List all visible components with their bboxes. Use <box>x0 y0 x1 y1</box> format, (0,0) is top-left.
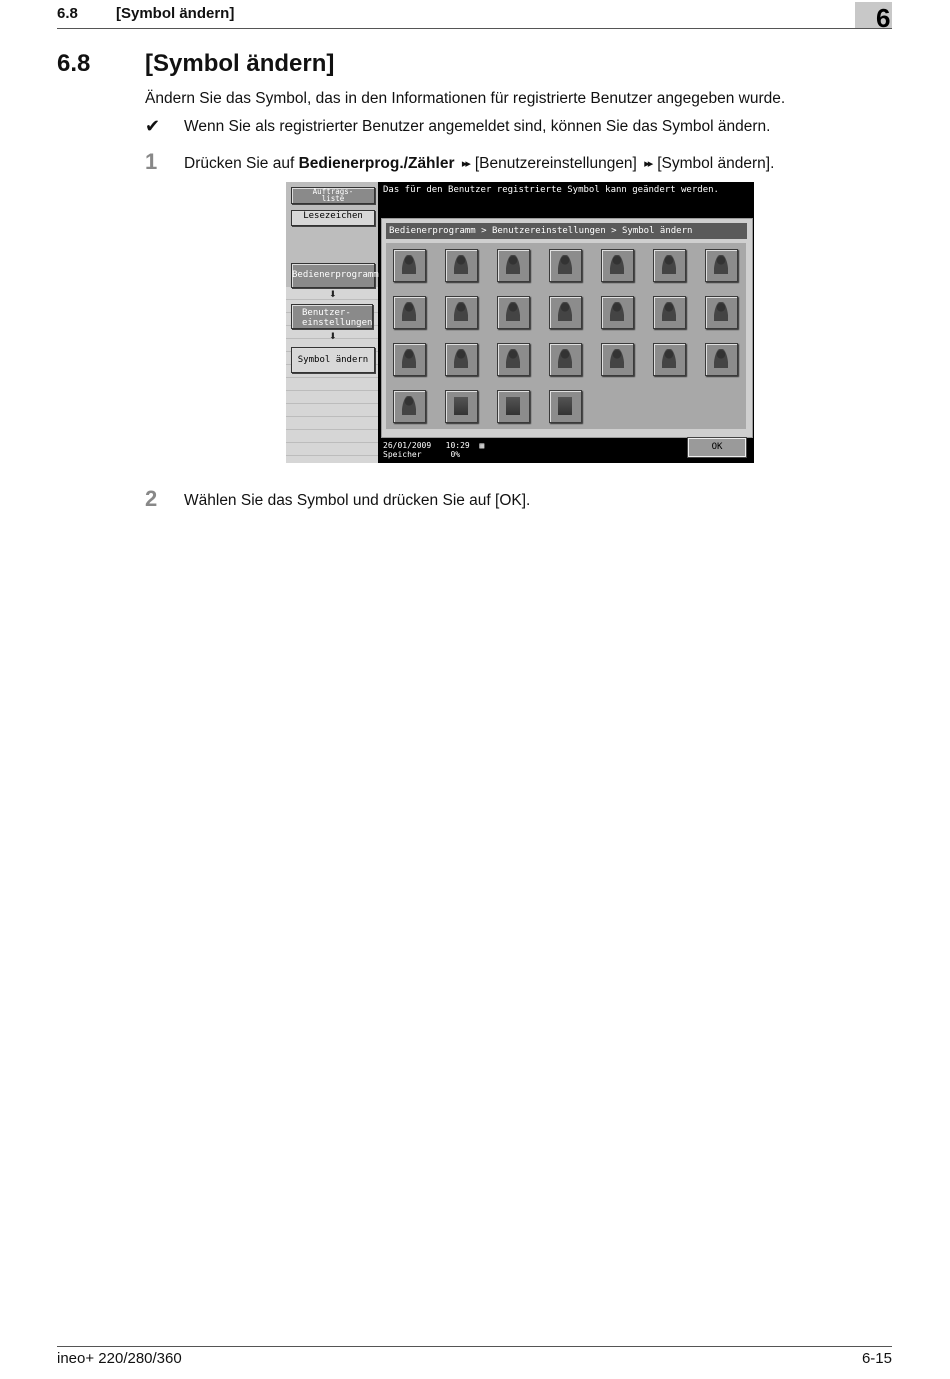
step-1-bold: Bedienerprog./Zähler <box>298 155 455 172</box>
group-icon[interactable] <box>601 343 634 376</box>
step-2-number: 2 <box>145 486 158 511</box>
section-number: 6.8 <box>57 50 91 77</box>
person-icon[interactable] <box>549 249 582 282</box>
building-icon[interactable] <box>549 390 582 423</box>
person-icon[interactable] <box>653 249 686 282</box>
footer-rule <box>57 1346 892 1347</box>
group-icon[interactable] <box>445 343 478 376</box>
control-panel-screenshot <box>286 182 754 463</box>
job-list-button[interactable]: Auftrags- liste <box>291 187 375 204</box>
panel-breadcrumb: Bedienerprogramm > Benutzereinstellungen > Symbol ändern <box>386 223 747 239</box>
group-icon[interactable] <box>497 343 530 376</box>
header-rule <box>57 28 892 29</box>
checkmark-icon: ✔ <box>145 116 161 136</box>
ok-button[interactable]: OK <box>688 438 746 457</box>
user-settings-button[interactable]: Benutzer- einstellungen <box>291 304 373 329</box>
status-time: 10:29 <box>445 441 470 450</box>
group-icon[interactable] <box>393 390 426 423</box>
prerequisite-text: Wenn Sie als registrierter Benutzer angemeldet sind, können Sie das Symbol ändern. <box>184 118 771 135</box>
person-icon[interactable] <box>705 249 738 282</box>
running-header-title: [Symbol ändern] <box>116 5 235 22</box>
group-icon[interactable] <box>393 343 426 376</box>
group-icon[interactable] <box>705 296 738 329</box>
status-memory-value: 0% <box>450 450 461 459</box>
intro-text: Ändern Sie das Symbol, das in den Informationen für registrierte Benutzer angegeben wurde. <box>145 90 786 107</box>
change-icon-button[interactable]: Symbol ändern <box>291 347 375 373</box>
double-arrow-icon: ▸▸ <box>461 158 469 170</box>
chapter-number: 6 <box>876 3 891 33</box>
status-memory-label: Speicher <box>383 450 422 459</box>
section-title: [Symbol ändern] <box>145 50 335 77</box>
person-icon[interactable] <box>601 249 634 282</box>
panel-message: Das für den Benutzer registrierte Symbol kann geändert werden. <box>383 185 719 195</box>
panel-main <box>381 218 753 438</box>
step-1-part2: [Benutzereinstellungen] <box>474 155 637 172</box>
group-icon[interactable] <box>653 343 686 376</box>
footer-page-number: 6-15 <box>861 1350 892 1367</box>
person-icon[interactable] <box>445 249 478 282</box>
group-icon[interactable] <box>549 343 582 376</box>
person-icon[interactable] <box>497 296 530 329</box>
person-icon[interactable] <box>497 249 530 282</box>
icon-grid <box>386 243 746 429</box>
group-icon[interactable] <box>705 343 738 376</box>
building-icon[interactable] <box>445 390 478 423</box>
down-arrow-icon: ⬇ <box>329 331 337 341</box>
person-icon[interactable] <box>393 296 426 329</box>
person-icon[interactable] <box>445 296 478 329</box>
utility-button[interactable]: Bedienerprogramm <box>291 263 375 288</box>
group-icon[interactable] <box>653 296 686 329</box>
person-icon[interactable] <box>393 249 426 282</box>
running-header-number: 6.8 <box>57 5 78 22</box>
step-2-text: Wählen Sie das Symbol und drücken Sie auf [OK]. <box>184 492 531 509</box>
step-1-part3: [Symbol ändern]. <box>657 155 775 172</box>
building-icon[interactable] <box>497 390 530 423</box>
step-1-number: 1 <box>145 149 158 174</box>
step-1-text <box>184 155 774 173</box>
person-icon[interactable] <box>549 296 582 329</box>
status-date: 26/01/2009 <box>383 441 432 450</box>
double-arrow-icon: ▸▸ <box>644 158 652 170</box>
bookmark-button[interactable]: Lesezeichen <box>291 210 375 226</box>
step-1-prefix: Drücken Sie auf <box>184 155 299 172</box>
footer-model: ineo+ 220/280/360 <box>57 1350 182 1367</box>
down-arrow-icon: ⬇ <box>329 289 337 299</box>
status-date-time <box>383 441 484 459</box>
person-icon[interactable] <box>601 296 634 329</box>
network-icon: ▦ <box>479 441 485 450</box>
